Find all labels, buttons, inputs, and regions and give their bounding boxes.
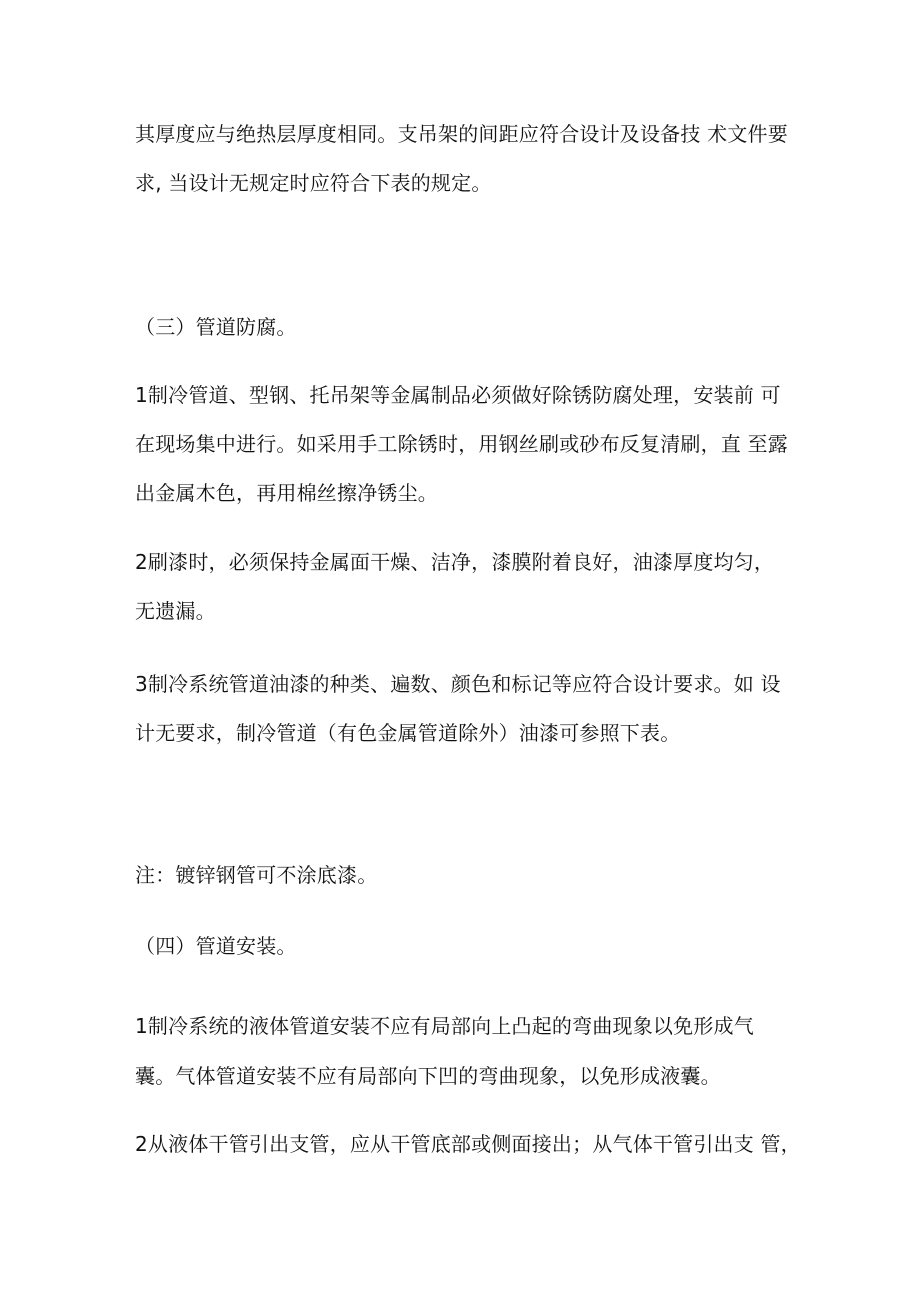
text-line: 在现场集中进行。如采用手工除锈时，用钢丝刷或砂布反复清刷，直 至露 [135,432,788,456]
text-line: 2从液体干管引出支管，应从干管底部或侧面接出；从气体干管引出支 管， [135,1132,801,1156]
text-line: 1制冷系统的液体管道安装不应有局部向上凸起的弯曲现象以免形成气 [135,1014,754,1038]
text-line: 2刷漆时，必须保持金属面干燥、洁净，漆膜附着良好，油漆厚度均匀， [135,550,775,574]
text-line: 出金属木色，再用棉丝擦净锈尘。 [135,481,438,505]
text-line: 3制冷系统管道油漆的种类、遍数、颜色和标记等应符合设计要求。如 设 [135,672,781,696]
text-line: 计无要求，制冷管道（有色金属管道除外）油漆可参照下表。 [135,721,681,745]
text-line: 囊。气体管道安装不应有局部向下凹的弯曲现象，以免形成液囊。 [135,1064,721,1088]
text-line: 求, 当设计无规定时应符合下表的规定。 [135,171,492,195]
note-line: 注：镀锌钢管可不涂底漆。 [135,863,378,887]
text-line: 1制冷管道、型钢、托吊架等金属制品必须做好除锈防腐处理，安装前 可 [135,383,781,407]
section-heading: （四）管道安装。 [135,934,297,958]
text-line: 无遗漏。 [135,599,216,623]
text-line: 其厚度应与绝热层厚度相同。支吊架的间距应符合设计及设备技 术文件要 [135,122,788,146]
section-heading: （三）管道防腐。 [135,315,297,339]
